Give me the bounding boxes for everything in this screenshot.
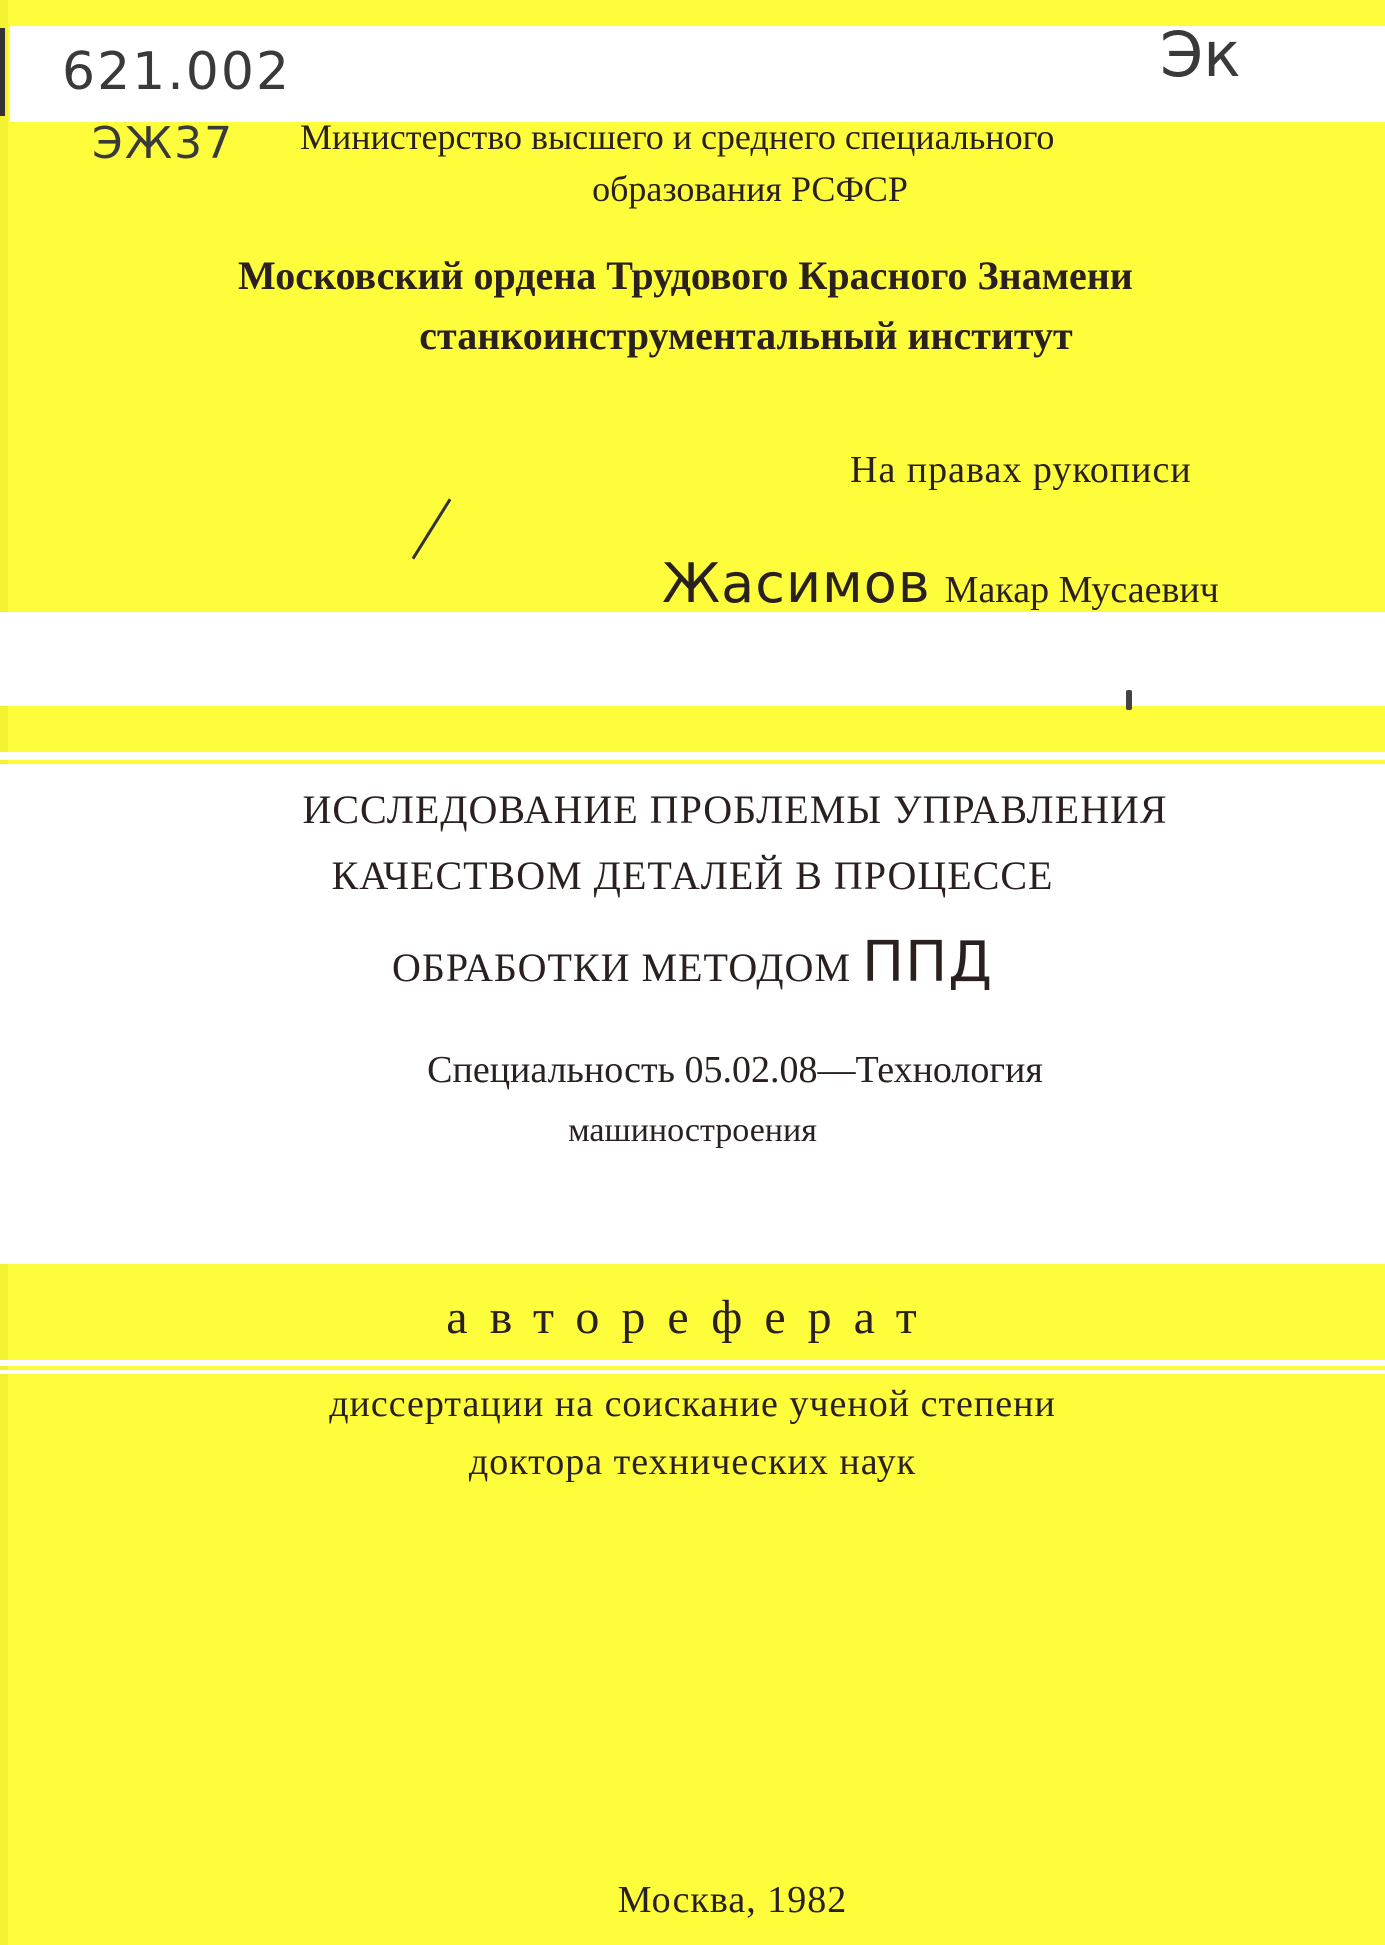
dissertation-line-1: диссертации на соискание ученой степени (329, 1383, 1056, 1425)
title-line-2: КАЧЕСТВОМ ДЕТАЛЕЙ В ПРОЦЕССЕ (331, 853, 1054, 898)
title-line-3-prefix: ОБРАБОТКИ МЕТОДОМ (392, 945, 852, 990)
handwritten-corner-mark: Эк (1160, 18, 1241, 91)
author-last-name: Жасимов (662, 552, 931, 615)
author-name (662, 552, 1362, 615)
ink-spot (1126, 690, 1132, 710)
handwritten-shelf-code: ЭЖ37 (92, 118, 235, 169)
white-stripe-lower (0, 1360, 1385, 1366)
dissertation-line-2: доктора технических наук (468, 1441, 917, 1483)
title-line-1: ИССЛЕДОВАНИЕ ПРОБЛЕМЫ УПРАВЛЕНИЯ (302, 787, 1168, 832)
specialty-line-1: Специальность 05.02.08—Технология (427, 1049, 1043, 1091)
white-stripe-lower-2 (0, 1370, 1385, 1374)
institute-line-2: станкоинструментальный институт (419, 313, 1073, 358)
white-band-author (0, 612, 1385, 706)
ministry-line-1: Министерство высшего и среднего специального (300, 117, 1055, 157)
title-line-3 (0, 930, 1385, 995)
author-first-middle-name: Макар Мусаевич (944, 569, 1219, 611)
handwritten-catalog-number: 621.002 (62, 42, 292, 102)
pen-slash-mark (412, 499, 452, 560)
manuscript-rights-note: На правах рукописи (850, 449, 1192, 491)
white-stripe (0, 752, 1385, 760)
white-band-title (0, 764, 1385, 1264)
title-abbreviation: ППД (862, 930, 993, 995)
ministry-line-2: образования РСФСР (592, 169, 908, 209)
specialty-line-2: машиностроения (568, 1112, 817, 1149)
institute-line-1: Московский ордена Трудового Красного Знамени (238, 253, 1133, 298)
document-type: автореферат (446, 1291, 939, 1344)
binding-edge-mark (0, 28, 5, 116)
imprint-city-year: Москва, 1982 (617, 1879, 848, 1921)
